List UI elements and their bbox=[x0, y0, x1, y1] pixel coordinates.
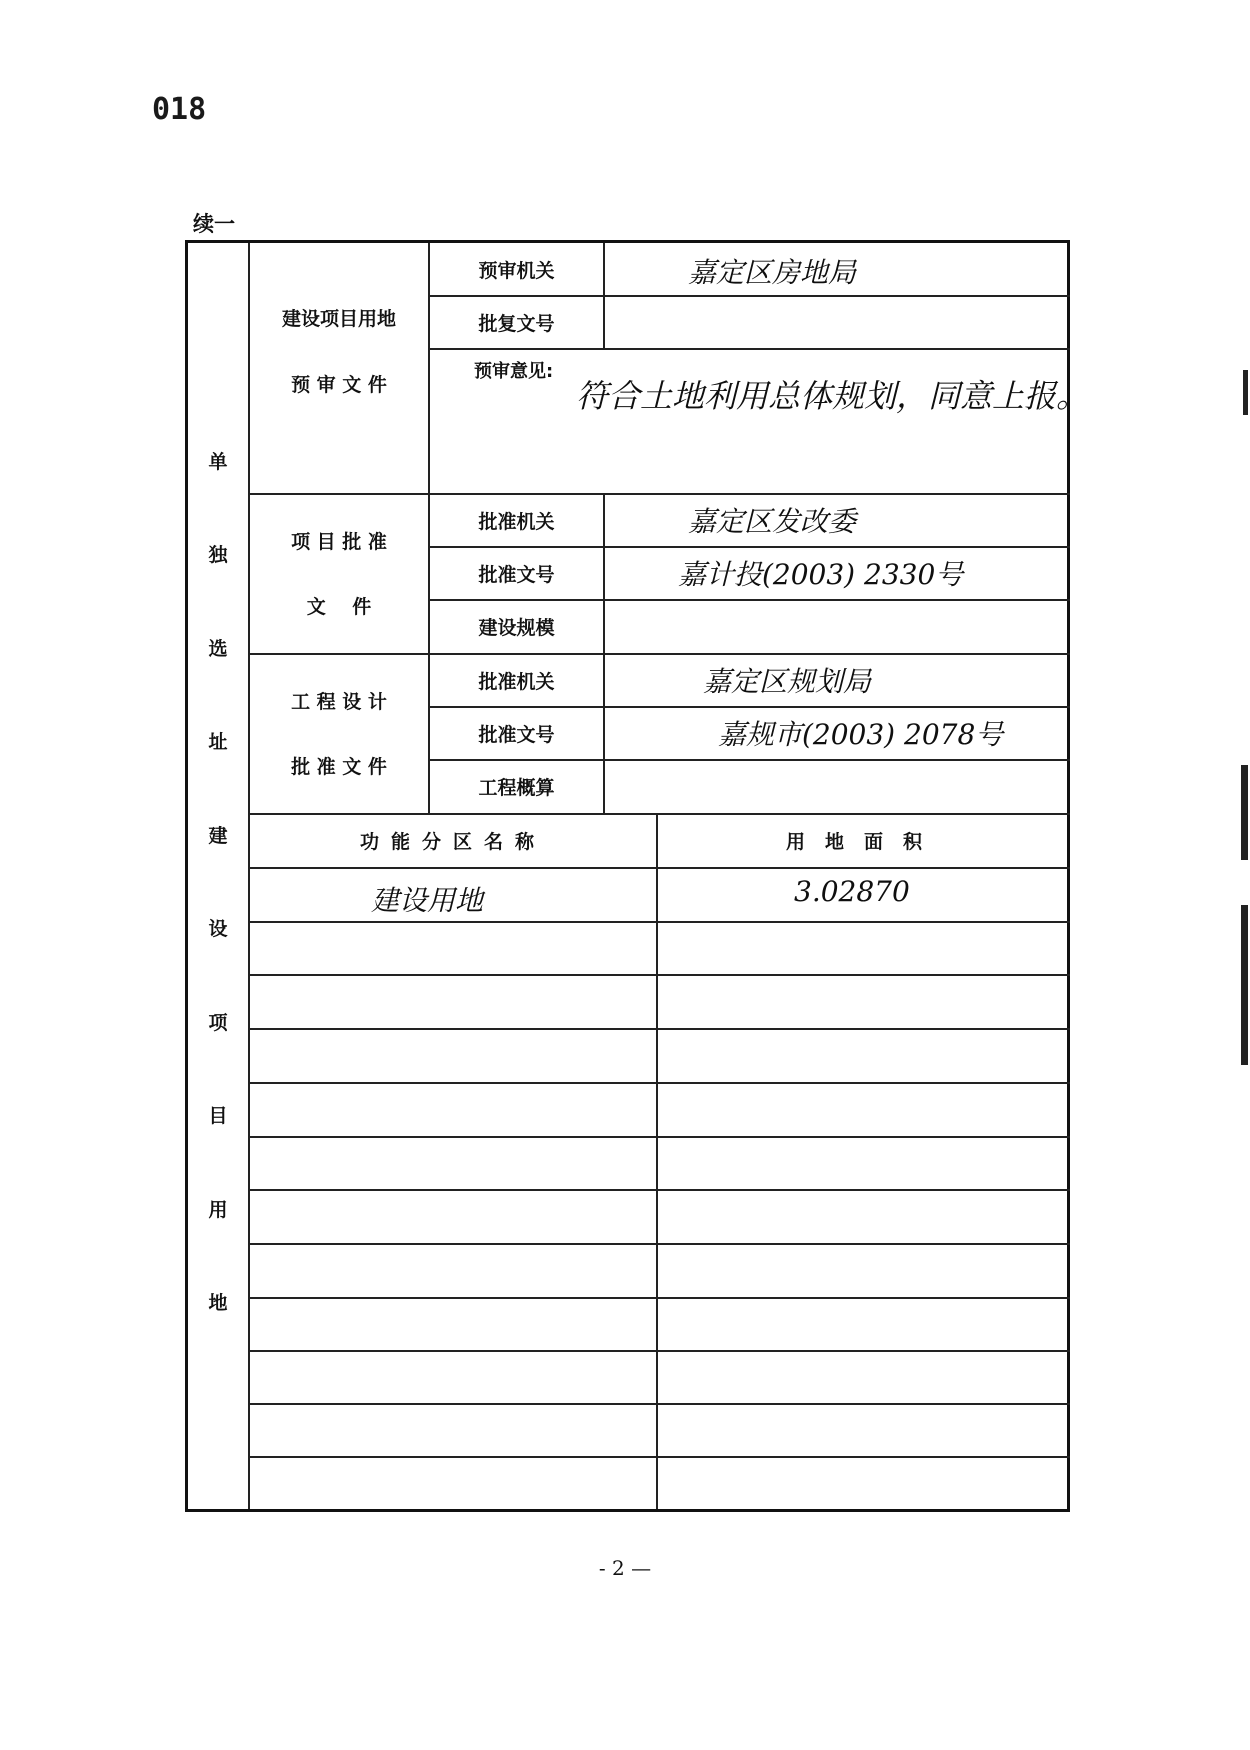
scan-edge-mark bbox=[1241, 905, 1248, 1065]
construction-scale-value bbox=[605, 600, 1070, 653]
cost-estimate-label: 工程概算 bbox=[478, 777, 555, 799]
design-approval-agency-label: 批准机关 bbox=[478, 670, 555, 693]
row-line bbox=[248, 1456, 1070, 1458]
zone-area-cell: 3.02870 bbox=[794, 875, 910, 908]
cost-estimate-value bbox=[605, 760, 1070, 813]
row-line bbox=[248, 1403, 1070, 1405]
scan-edge-mark bbox=[1241, 765, 1248, 860]
pre-review-opinion-value: 符合土地利用总体规划，同意上报。 bbox=[576, 377, 1089, 415]
row-line bbox=[248, 1028, 1070, 1030]
zone-name-cell: 建设用地 bbox=[371, 884, 484, 917]
pre-review-opinion-label: 预审意见: bbox=[474, 361, 554, 382]
title-char: 目 bbox=[208, 1105, 228, 1127]
project-approval-agency-value: 嘉定区发改委 bbox=[688, 505, 857, 538]
pre-review-title-line2: 预 审 文 件 bbox=[291, 374, 387, 396]
row-line bbox=[248, 1297, 1070, 1299]
project-approval-doc-number-label: 批准文号 bbox=[478, 563, 555, 586]
vertical-form-title bbox=[188, 243, 248, 1509]
title-char: 用 bbox=[208, 1199, 228, 1221]
scan-edge-mark bbox=[1243, 370, 1248, 415]
design-approval-agency-value: 嘉定区规划局 bbox=[703, 665, 872, 698]
zone-name-header: 功能分区名称 bbox=[359, 831, 546, 853]
section-line bbox=[248, 493, 1070, 495]
title-char: 独 bbox=[208, 544, 228, 566]
title-char: 址 bbox=[208, 731, 228, 753]
row-line bbox=[248, 867, 1070, 869]
row-line bbox=[248, 1082, 1070, 1084]
pre-review-doc-number-label: 批复文号 bbox=[478, 312, 555, 335]
title-char: 设 bbox=[208, 918, 228, 940]
project-approval-title-line1: 项 目 批 准 bbox=[291, 531, 387, 553]
pre-review-agency-value: 嘉定区房地局 bbox=[688, 256, 857, 289]
pre-review-agency-label: 预审机关 bbox=[478, 259, 555, 282]
continued-label: 续一 bbox=[193, 212, 235, 236]
project-approval-agency-label: 批准机关 bbox=[478, 510, 555, 533]
row-line bbox=[248, 974, 1070, 976]
page-number-bottom: - 2 — bbox=[598, 1556, 652, 1580]
title-char: 项 bbox=[208, 1012, 228, 1034]
title-char: 地 bbox=[208, 1292, 228, 1314]
pre-review-doc-number-value bbox=[605, 296, 1070, 348]
title-column-divider bbox=[248, 243, 250, 1509]
title-char: 单 bbox=[208, 451, 228, 473]
row-line bbox=[248, 1189, 1070, 1191]
design-approval-doc-number-label: 批准文号 bbox=[478, 723, 555, 746]
section-line bbox=[248, 653, 1070, 655]
row-line bbox=[428, 348, 1070, 350]
design-approval-doc-number-value: 嘉规市(2003) 2078号 bbox=[718, 718, 1004, 751]
page-number-top: 018 bbox=[152, 92, 207, 127]
design-approval-title-line2: 批 准 文 件 bbox=[291, 756, 387, 778]
title-char: 建 bbox=[208, 825, 228, 847]
land-use-form bbox=[185, 240, 1089, 1512]
title-char: 选 bbox=[208, 638, 228, 660]
project-approval-title-line2: 文 件 bbox=[306, 596, 372, 618]
project-approval-doc-number-value: 嘉计投(2003) 2330号 bbox=[678, 558, 964, 591]
pre-review-title-line1: 建设项目用地 bbox=[281, 308, 396, 330]
design-approval-title-line1: 工 程 设 计 bbox=[291, 691, 387, 713]
row-line bbox=[248, 1243, 1070, 1245]
row-line bbox=[248, 1350, 1070, 1352]
construction-scale-label: 建设规模 bbox=[478, 617, 555, 639]
row-line bbox=[248, 1136, 1070, 1138]
zone-area-header: 用地面积 bbox=[785, 831, 942, 853]
row-line bbox=[248, 921, 1070, 923]
